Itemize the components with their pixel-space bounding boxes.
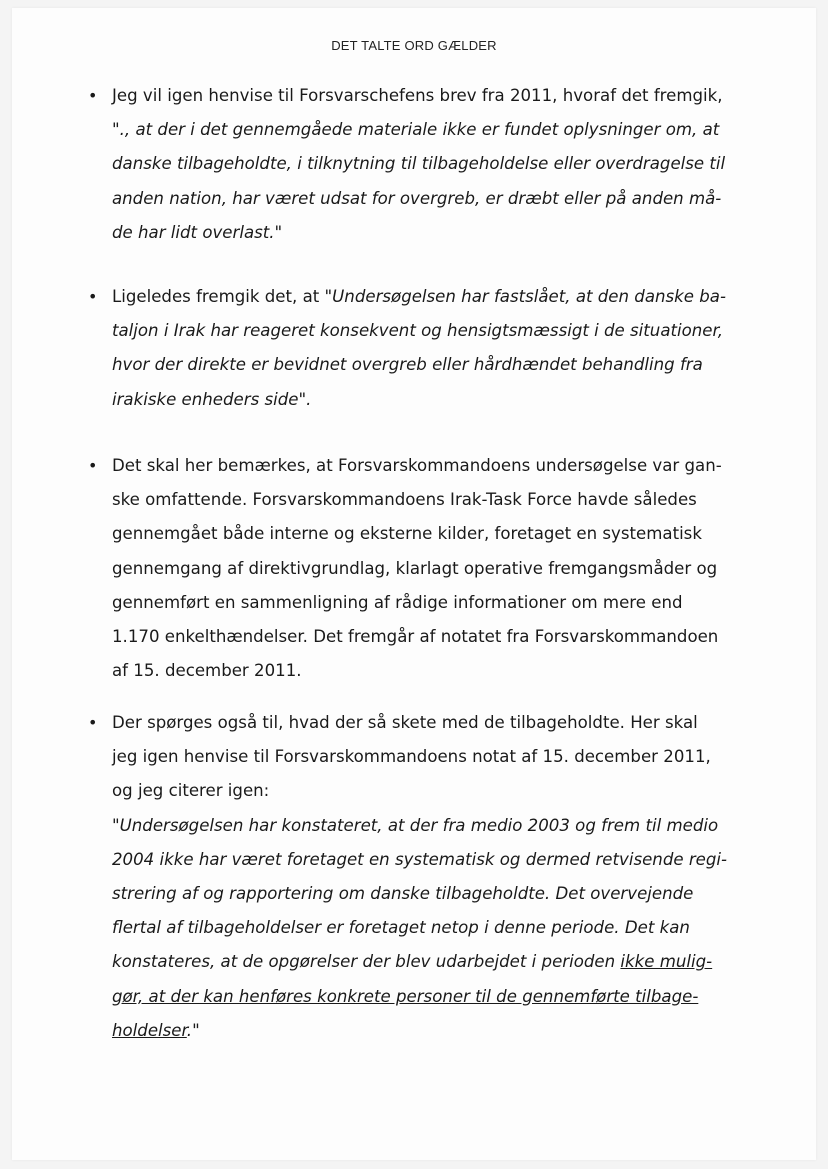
bullet-item-4 [88,706,738,1048]
underlined-quote-line: gør, at der kan henføres konkrete personer til de gennemførte tilbage- [112,986,699,1006]
bullet-item-3 [88,449,738,688]
text-line: Der spørges også til, hvad der så skete med de tilbageholdte. Her skal [112,713,698,732]
bullet-icon: • [88,287,98,306]
text-line: 1.170 enkelthændelser. Det fremgår af notatet fra Forsvarskommandoen [112,627,719,647]
quote-line: hvor der direkte er bevidnet overgreb eller hårdhændet behandling fra [112,355,703,375]
text-line: Jeg vil igen henvise til Forsvarschefens brev fra 2011, hvoraf det fremgik, [112,86,723,105]
quote-line: "., at der i det gennemgåede materiale ikke er fundet oplysninger om, at [112,120,720,140]
quote-line [112,945,738,979]
quote-span: ." [186,1020,200,1040]
text-line: af 15. december 2011. [112,661,302,681]
quote-line: "Undersøgelsen har konstateret, at der fra medio 2003 og frem til medio [112,815,719,835]
quote-line [112,1014,738,1048]
text-line: gennemført en sammenligning af rådige informationer om mere end [112,592,683,612]
bullet-item-1 [88,79,738,250]
bullet-icon: • [88,456,98,475]
text-line [112,280,738,314]
text-line: Det skal her bemærkes, at Forsvarskommandoens undersøgelse var gan- [112,456,722,475]
text-line: gennemgået både interne og eksterne kilder, foretaget en systematisk [112,524,702,544]
quote-line: de har lidt overlast." [112,222,283,242]
page-header: DET TALTE ORD GÆLDER [331,38,497,53]
bullet-icon: • [88,86,98,105]
quote-line: danske tilbageholdte, i tilknytning til tilbageholdelse eller overdragelse til [112,154,726,174]
text-span: Ligeledes fremgik det, at [112,287,325,306]
quote-line: irakiske enheders side". [112,389,312,409]
text-line: ske omfattende. Forsvarskommandoens Irak-Task Force havde således [112,490,697,510]
text-line: og jeg citerer igen: [112,781,270,801]
quote-span: "Undersøgelsen har fastslået, at den danske ba- [324,287,726,306]
quote-line: strering af og rapportering om danske tilbageholdte. Det overvejende [112,884,694,904]
bullet-icon: • [88,713,98,732]
underlined-span: holdelser [112,1020,187,1040]
underlined-span: ikke mulig- [620,952,713,972]
text-line: gennemgang af direktivgrundlag, klarlagt operative fremgangsmåder og [112,558,718,578]
quote-line: taljon i Irak har reageret konsekvent og hensigtsmæssigt i de situationer, [112,321,724,341]
quote-line: anden nation, har været udsat for overgreb, er dræbt eller på anden må- [112,188,722,208]
quote-line: 2004 ikke har været foretaget en systematisk og dermed retvisende regi- [112,849,727,869]
bullet-item-2 [88,280,738,417]
quote-span: konstateres, at de opgørelser der blev udarbejdet i perioden [112,952,621,972]
text-line: jeg igen henvise til Forsvarskommandoens notat af 15. december 2011, [112,747,711,767]
quote-line: flertal af tilbageholdelser er foretaget netop i denne periode. Det kan [112,918,690,938]
